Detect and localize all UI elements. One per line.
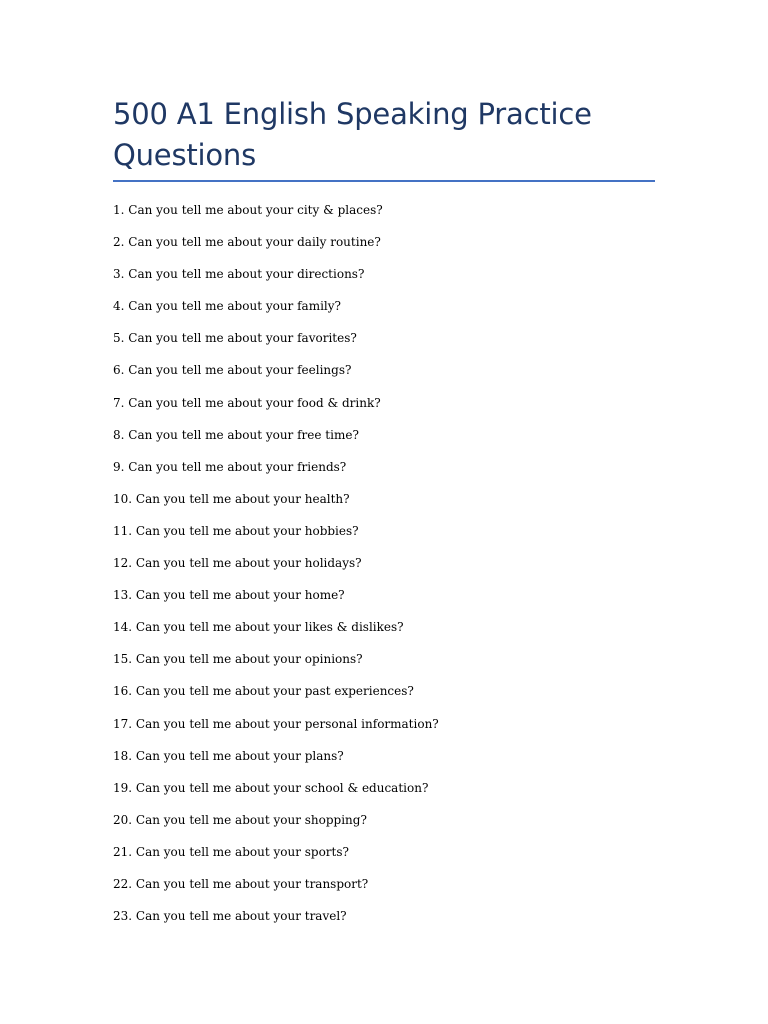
question-item: 19. Can you tell me about your school & education? — [113, 780, 429, 795]
question-item: 16. Can you tell me about your past experiences? — [113, 684, 414, 699]
question-item: 11. Can you tell me about your hobbies? — [113, 523, 359, 538]
page-title: 500 A1 English Speaking Practice Questions — [113, 97, 592, 172]
question-item: 5. Can you tell me about your favorites? — [113, 331, 357, 346]
question-item: 10. Can you tell me about your health? — [113, 491, 350, 506]
question-item: 23. Can you tell me about your travel? — [113, 909, 347, 924]
question-list — [113, 200, 673, 938]
question-item: 3. Can you tell me about your directions? — [113, 267, 365, 282]
question-item: 21. Can you tell me about your sports? — [113, 844, 349, 859]
question-item: 14. Can you tell me about your likes & dislikes? — [113, 620, 404, 635]
question-item: 9. Can you tell me about your friends? — [113, 459, 347, 474]
question-item: 1. Can you tell me about your city & places? — [113, 203, 383, 217]
question-item: 12. Can you tell me about your holidays? — [113, 556, 362, 571]
question-item: 18. Can you tell me about your plans? — [113, 748, 344, 763]
question-item: 6. Can you tell me about your feelings? — [113, 363, 352, 378]
question-item: 13. Can you tell me about your home? — [113, 588, 345, 603]
title-underline — [113, 180, 655, 182]
question-item: 17. Can you tell me about your personal information? — [113, 716, 439, 731]
question-item: 20. Can you tell me about your shopping? — [113, 812, 367, 827]
question-item: 22. Can you tell me about your transport? — [113, 876, 369, 891]
question-item: 7. Can you tell me about your food & drink? — [113, 395, 381, 410]
question-item: 4. Can you tell me about your family? — [113, 299, 341, 314]
question-item: 15. Can you tell me about your opinions? — [113, 652, 363, 667]
question-item: 2. Can you tell me about your daily routine? — [113, 235, 381, 250]
question-item: 8. Can you tell me about your free time? — [113, 427, 359, 442]
